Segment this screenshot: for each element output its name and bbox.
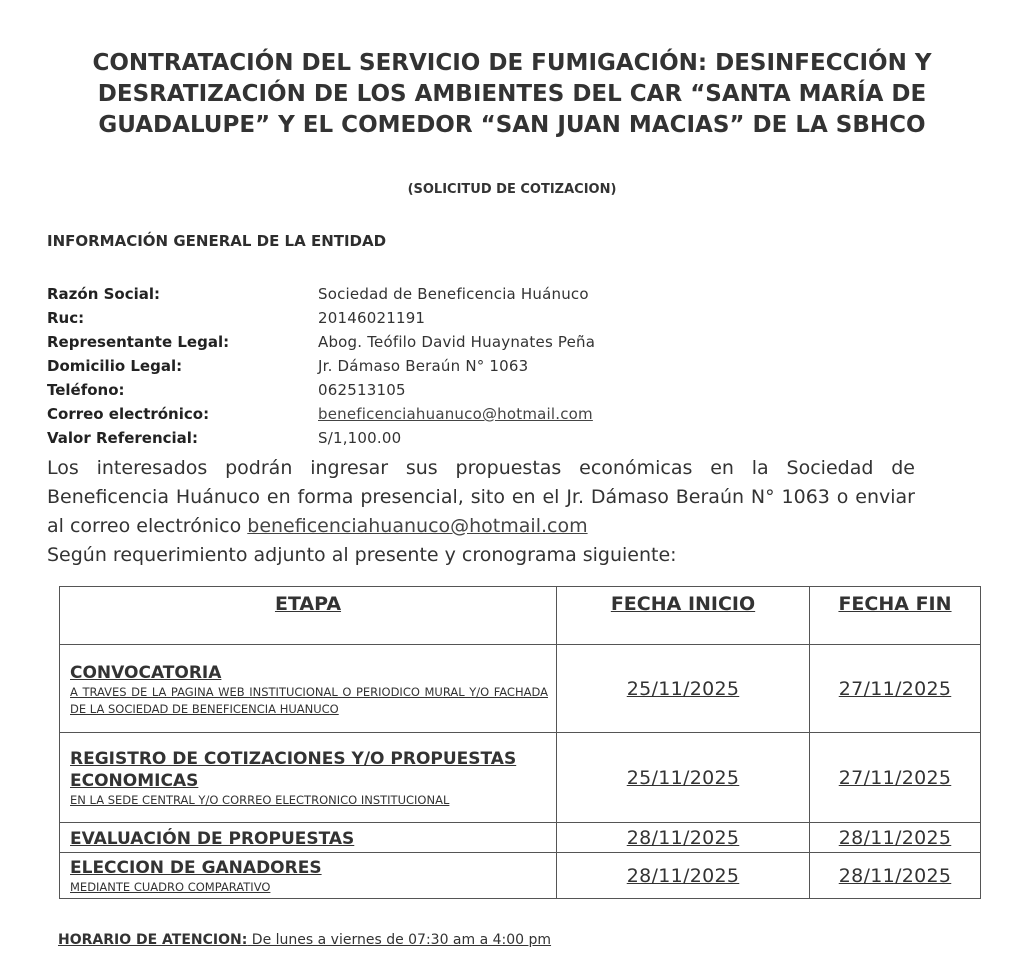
stage-title: CONVOCATORIA xyxy=(70,662,222,683)
info-label: Representante Legal: xyxy=(47,333,230,351)
entity-info-list xyxy=(47,282,595,450)
start-date: 25/11/2025 xyxy=(557,733,810,823)
start-date: 28/11/2025 xyxy=(557,823,810,853)
office-hours-label: HORARIO DE ATENCION: xyxy=(58,932,248,948)
stage-title: EVALUACIÓN DE PROPUESTAS xyxy=(70,828,355,849)
section-heading: INFORMACIÓN GENERAL DE LA ENTIDAD xyxy=(47,232,387,250)
info-row-razon-social xyxy=(47,282,595,306)
stage-description: EN LA SEDE CENTRAL Y/O CORREO ELECTRONICO INSTITUCIONAL xyxy=(70,793,450,807)
info-label: Ruc: xyxy=(47,309,85,327)
info-value: Jr. Dámaso Beraún N° 1063 xyxy=(318,357,529,375)
info-value: Sociedad de Beneficencia Huánuco xyxy=(318,285,589,303)
info-value: 20146021191 xyxy=(318,309,426,327)
info-label: Teléfono: xyxy=(47,381,125,399)
info-label: Valor Referencial: xyxy=(47,429,198,447)
email-link[interactable]: beneficenciahuanuco@hotmail.com xyxy=(318,405,593,423)
start-date: 25/11/2025 xyxy=(557,645,810,733)
table-row xyxy=(60,853,981,899)
stage-description: MEDIANTE CUADRO COMPARATIVO xyxy=(70,880,271,894)
info-row-representante xyxy=(47,330,595,354)
info-row-valor xyxy=(47,426,595,450)
document-subtitle: (SOLICITUD DE COTIZACION) xyxy=(407,182,617,197)
info-row-correo xyxy=(47,402,595,426)
document-title: CONTRATACIÓN DEL SERVICIO DE FUMIGACIÓN: DESINFECCIÓN Y DESRATIZACIÓN DE LOS AMBIENTES DEL CAR “SANTA MARÍA DE GUADALUPE” Y EL COMEDOR “SAN JUAN MACIAS” DE LA SBHCO xyxy=(92,50,932,138)
end-date: 28/11/2025 xyxy=(810,853,981,899)
info-row-domicilio xyxy=(47,354,595,378)
stage-cell xyxy=(60,733,557,823)
info-label: Correo electrónico: xyxy=(47,405,210,423)
end-date: 27/11/2025 xyxy=(810,733,981,823)
paragraph-email-link[interactable]: beneficenciahuanuco@hotmail.com xyxy=(247,515,588,537)
info-value: 062513105 xyxy=(318,381,406,399)
office-hours xyxy=(58,932,551,948)
table-row xyxy=(60,645,981,733)
stage-cell xyxy=(60,823,557,853)
header-end-date: FECHA FIN xyxy=(810,587,981,645)
stage-title: REGISTRO DE COTIZACIONES Y/O PROPUESTAS ECONOMICAS xyxy=(70,749,517,791)
instructions-paragraph xyxy=(47,454,915,570)
stage-cell xyxy=(60,853,557,899)
end-date: 27/11/2025 xyxy=(810,645,981,733)
info-label: Domicilio Legal: xyxy=(47,357,183,375)
stage-description: A TRAVES DE LA PAGINA WEB INSTITUCIONAL O PERIODICO MURAL Y/O FACHADA DE LA SOCIEDAD DE BENEFICENCIA HUANUCO xyxy=(70,684,548,716)
table-row xyxy=(60,733,981,823)
info-label: Razón Social: xyxy=(47,285,161,303)
stage-cell xyxy=(60,645,557,733)
info-value: Abog. Teófilo David Huaynates Peña xyxy=(318,333,596,351)
info-row-ruc xyxy=(47,306,595,330)
table-row xyxy=(60,823,981,853)
office-hours-value: De lunes a viernes de 07:30 am a 4:00 pm xyxy=(247,932,552,948)
info-value: S/1,100.00 xyxy=(318,429,402,447)
info-row-telefono xyxy=(47,378,595,402)
start-date: 28/11/2025 xyxy=(557,853,810,899)
header-stage: ETAPA xyxy=(60,587,557,645)
table-header-row xyxy=(60,587,981,645)
paragraph-text: Los interesados podrán ingresar sus propuestas económicas en la Sociedad de Beneficencia Huánuco en forma presencial, sito en el Jr. Dámaso Beraún N° 1063 o enviar al correo electrónico xyxy=(47,457,915,537)
schedule-table xyxy=(59,586,981,899)
stage-title: ELECCION DE GANADORES xyxy=(70,858,322,878)
header-start-date: FECHA INICIO xyxy=(557,587,810,645)
end-date: 28/11/2025 xyxy=(810,823,981,853)
paragraph-line2: Según requerimiento adjunto al presente y cronograma siguiente: xyxy=(47,544,677,566)
